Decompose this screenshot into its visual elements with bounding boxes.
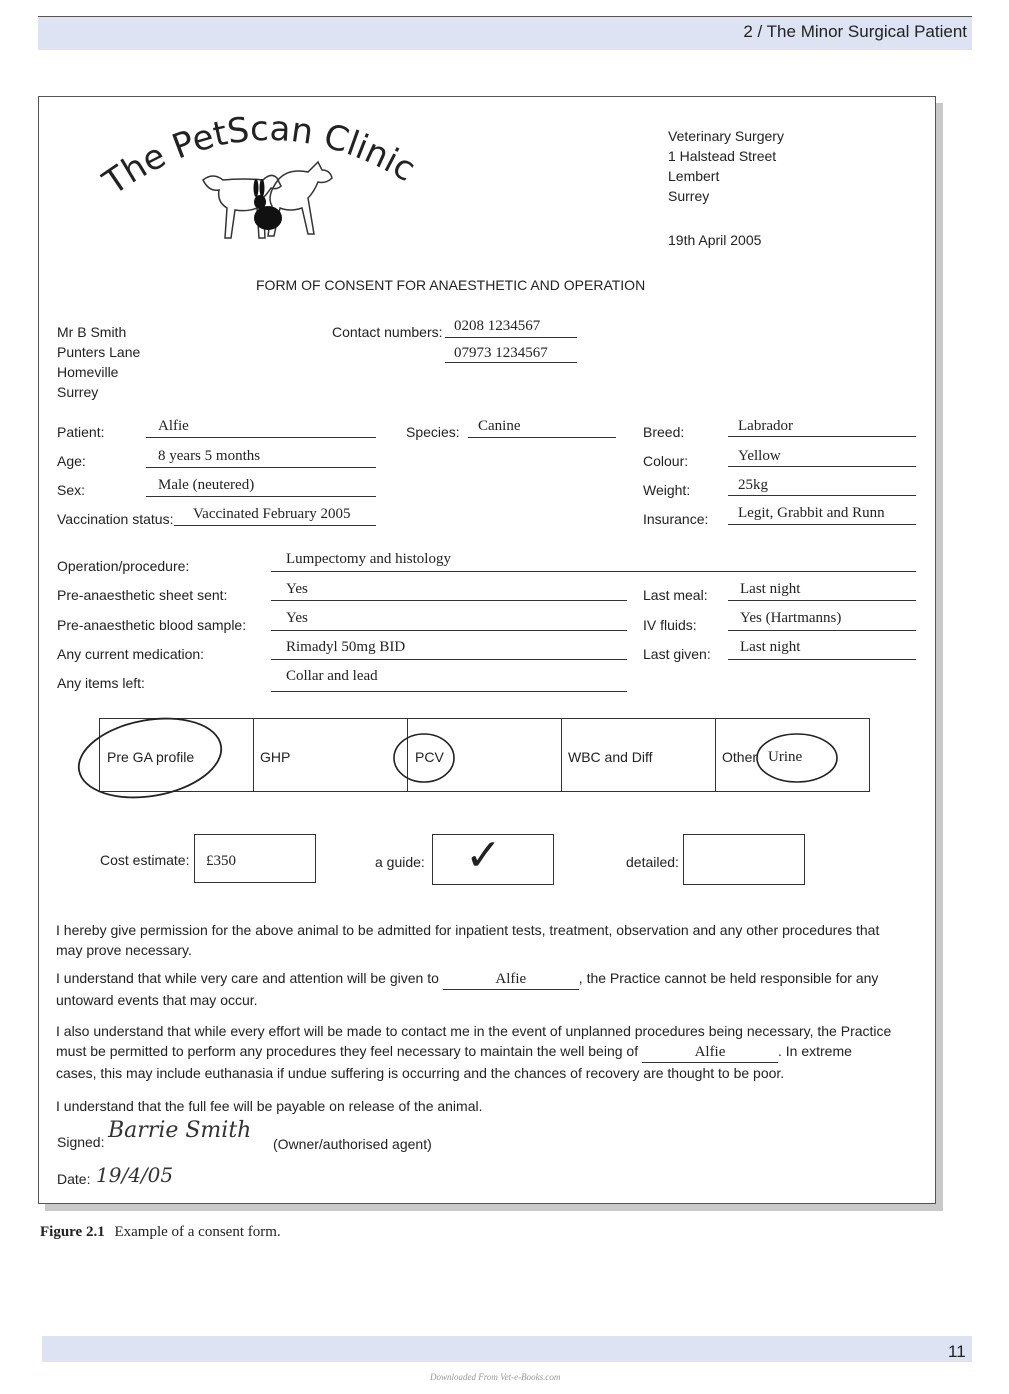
test-pcv: PCV — [415, 749, 444, 765]
last-given-line — [728, 659, 916, 660]
patient-line — [146, 437, 376, 438]
medication-value: Rimadyl 50mg BID — [286, 639, 406, 655]
weight-label: Weight: — [643, 482, 691, 498]
age-value: 8 years 5 months — [158, 448, 261, 464]
iv-fluids-label: IV fluids: — [643, 617, 697, 633]
colour-line — [728, 466, 916, 467]
weight-line — [728, 495, 916, 496]
sex-value: Male (neutered) — [158, 477, 255, 493]
consent-p2-name: Alfie — [443, 969, 579, 990]
consent-paragraph-4: I understand that the full fee will be payable on release of the animal. — [56, 1098, 483, 1114]
contact-label: Contact numbers: — [332, 324, 443, 340]
owner-address-line: Homeville — [57, 364, 119, 380]
species-value: Canine — [478, 418, 521, 434]
clinic-address-line: Lembert — [668, 168, 720, 184]
phone-2: 07973 1234567 — [454, 345, 548, 361]
breed-line — [728, 436, 916, 437]
insurance-value: Legit, Grabbit and Runn — [738, 505, 885, 521]
medication-label: Any current medication: — [57, 646, 205, 662]
breed-label: Breed: — [643, 424, 685, 440]
sex-label: Sex: — [57, 482, 86, 498]
hand-circles — [60, 712, 880, 808]
clinic-address-line: Surrey — [668, 188, 710, 204]
operation-value: Lumpectomy and histology — [286, 551, 451, 567]
operation-label: Operation/procedure: — [57, 558, 190, 574]
running-header: 2 / The Minor Surgical Patient — [743, 22, 967, 41]
last-meal-label: Last meal: — [643, 587, 708, 603]
last-meal-line — [728, 600, 916, 601]
phone-1-line — [445, 337, 577, 338]
last-given-value: Last night — [740, 639, 801, 655]
items-left-value: Collar and lead — [286, 668, 378, 684]
owner-address — [57, 322, 140, 402]
form-title: FORM OF CONSENT FOR ANAESTHETIC AND OPERATION — [256, 277, 646, 293]
consent-p2-a: I understand that while very care and attention will be given to — [56, 970, 439, 986]
circle-pcv — [394, 734, 454, 782]
consent-paragraph-3 — [56, 1021, 896, 1083]
rabbit-icon — [254, 179, 283, 230]
sheet-value: Yes — [286, 581, 308, 597]
items-left-label: Any items left: — [57, 675, 145, 691]
logo-text — [95, 110, 422, 204]
guide-check-icon: ✓ — [465, 831, 502, 880]
clinic-address-line: Veterinary Surgery — [668, 128, 784, 144]
date-label: Date: — [57, 1171, 91, 1187]
iv-fluids-value: Yes (Hartmanns) — [740, 610, 842, 626]
owner-address-line: Surrey — [57, 384, 99, 400]
signed-date: 19/4/05 — [96, 1163, 174, 1187]
owner-agent-label: (Owner/authorised agent) — [273, 1136, 432, 1152]
sheet-label: Pre-anaesthetic sheet sent: — [57, 587, 228, 603]
insurance-label: Insurance: — [643, 511, 709, 527]
species-line — [468, 437, 616, 438]
cost-estimate-label: Cost estimate: — [100, 852, 190, 868]
species-label: Species: — [406, 424, 460, 440]
clinic-logo — [88, 110, 448, 250]
logo-textpath: The PetScan Clinic — [96, 110, 423, 204]
sheet-line — [271, 600, 627, 601]
vaccination-value: Vaccinated February 2005 — [193, 506, 351, 522]
patient-label: Patient: — [57, 424, 105, 440]
test-wbc: WBC and Diff — [568, 749, 653, 765]
test-pre-ga: Pre GA profile — [107, 749, 195, 765]
phone-1: 0208 1234567 — [454, 318, 541, 334]
figure-text: Example of a consent form. — [114, 1224, 281, 1240]
footer-bar — [42, 1336, 972, 1362]
signed-label: Signed: — [57, 1134, 105, 1150]
consent-paragraph-2 — [56, 968, 896, 1010]
consent-p3-b: . In extreme cases, this may include euthanasia if undue suffering is occurring and the chances of recovery are thought to be poor. — [56, 1043, 852, 1081]
blood-value: Yes — [286, 610, 308, 626]
items-left-line — [271, 691, 627, 692]
guide-label: a guide: — [375, 854, 425, 870]
consent-p3-a: I also understand that while every effort will be made to contact me in the event of unplanned procedures being necessary, the Practice must be permitted to perform any procedures they feel necessary to maintain the well being of — [56, 1023, 892, 1059]
last-meal-value: Last night — [740, 581, 801, 597]
colour-label: Colour: — [643, 453, 689, 469]
operation-line — [271, 571, 916, 572]
last-given-label: Last given: — [643, 646, 711, 662]
consent-paragraph-1: I hereby give permission for the above animal to be admitted for inpatient tests, treatment, observation and any other procedures that may prove necessary. — [56, 922, 880, 958]
clinic-address-line: 1 Halstead Street — [668, 148, 777, 164]
patient-value: Alfie — [158, 418, 189, 434]
phone-2-line — [445, 362, 577, 363]
owner-address-line: Mr B Smith — [57, 324, 127, 340]
figure-caption — [40, 1224, 281, 1241]
figure-label: Figure 2.1 — [40, 1224, 105, 1240]
signature: Barrie Smith — [108, 1118, 252, 1143]
clinic-address — [668, 126, 784, 206]
blood-label: Pre-anaesthetic blood sample: — [57, 617, 247, 633]
age-label: Age: — [57, 453, 86, 469]
cost-estimate-value: £350 — [206, 853, 236, 869]
insurance-line — [728, 524, 916, 525]
circle-urine — [757, 734, 837, 782]
sex-line — [146, 496, 376, 497]
iv-fluids-line — [728, 630, 916, 631]
watermark: Downloaded From Vet-e-Books.com — [430, 1372, 561, 1382]
form-date: 19th April 2005 — [668, 232, 762, 248]
detailed-box — [683, 834, 805, 885]
detailed-label: detailed: — [626, 854, 679, 870]
test-ghp: GHP — [260, 749, 291, 765]
breed-value: Labrador — [738, 418, 793, 434]
vaccination-label: Vaccination status: — [57, 511, 174, 527]
test-other: Other — [722, 749, 758, 765]
consent-p3-name: Alfie — [642, 1042, 778, 1063]
age-line — [146, 467, 376, 468]
page-number: 11 — [948, 1342, 966, 1361]
medication-line — [271, 659, 627, 660]
consent-p2-b: , the Practice cannot be held responsible for any untoward events that may occur. — [56, 970, 879, 1008]
test-other-value: Urine — [768, 749, 803, 765]
colour-value: Yellow — [738, 448, 781, 464]
owner-address-line: Punters Lane — [57, 344, 141, 360]
circle-pre-ga — [72, 712, 227, 808]
blood-line — [271, 630, 627, 631]
weight-value: 25kg — [738, 477, 768, 493]
vaccination-line — [174, 525, 376, 526]
